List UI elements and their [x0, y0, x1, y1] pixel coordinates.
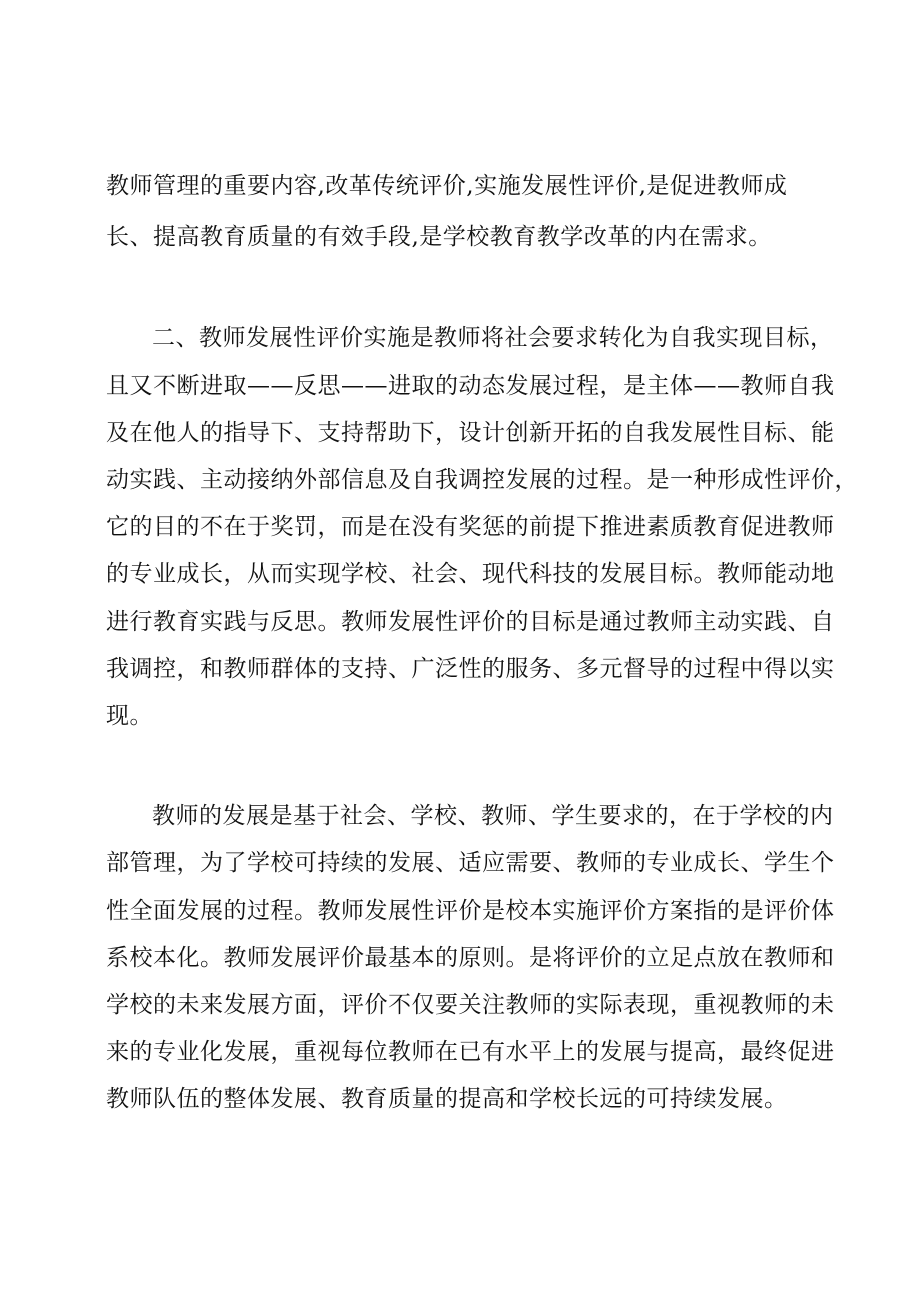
text-line: 教师队伍的整体发展、教育质量的提高和学校长远的可持续发展。	[106, 1086, 788, 1112]
text-line: 性全面发展的过程。教师发展性评价是校本实施评价方案指的是评价体	[106, 898, 835, 924]
text-line: 且又不断进取——反思——进取的动态发展过程，是主体——教师自我	[106, 373, 835, 399]
text-line: 学校的未来发展方面，评价不仅要关注教师的实际表现，重视教师的未	[106, 992, 835, 1018]
text-line: 我调控，和教师群体的支持、广泛性的服务、多元督导的过程中得以实	[106, 656, 835, 682]
text-line: 教师的发展是基于社会、学校、教师、学生要求的，在于学校的内	[152, 803, 834, 829]
text-line: 来的专业化发展，重视每位教师在已有水平上的发展与提高，最终促进	[106, 1039, 835, 1065]
text-line: 动实践、主动接纳外部信息及自我调控发展的过程。是一种形成性评价，	[106, 467, 858, 493]
text-line: 部管理，为了学校可持续的发展、适应需要、教师的专业成长、学生个	[106, 850, 835, 876]
text-line: 教师管理的重要内容,改革传统评价,实施发展性评价,是促进教师成	[106, 173, 788, 199]
text-line: 系校本化。教师发展评价最基本的原则。是将评价的立足点放在教师和	[106, 945, 835, 971]
text-line: 的专业成长，从而实现学校、社会、现代科技的发展目标。教师能动地	[106, 561, 835, 587]
text-line: 进行教育实践与反思。教师发展性评价的目标是通过教师主动实践、自	[106, 609, 835, 635]
text-line: 二、教师发展性评价实施是教师将社会要求转化为自我实现目标，	[152, 325, 834, 351]
text-line: 现。	[106, 703, 153, 729]
text-line: 长、提高教育质量的有效手段,是学校教育教学改革的内在需求。	[106, 224, 772, 250]
text-line: 及在他人的指导下、支持帮助下，设计创新开拓的自我发展性目标、能	[106, 420, 835, 446]
text-line: 它的目的不在于奖罚，而是在没有奖惩的前提下推进素质教育促进教师	[106, 514, 835, 540]
